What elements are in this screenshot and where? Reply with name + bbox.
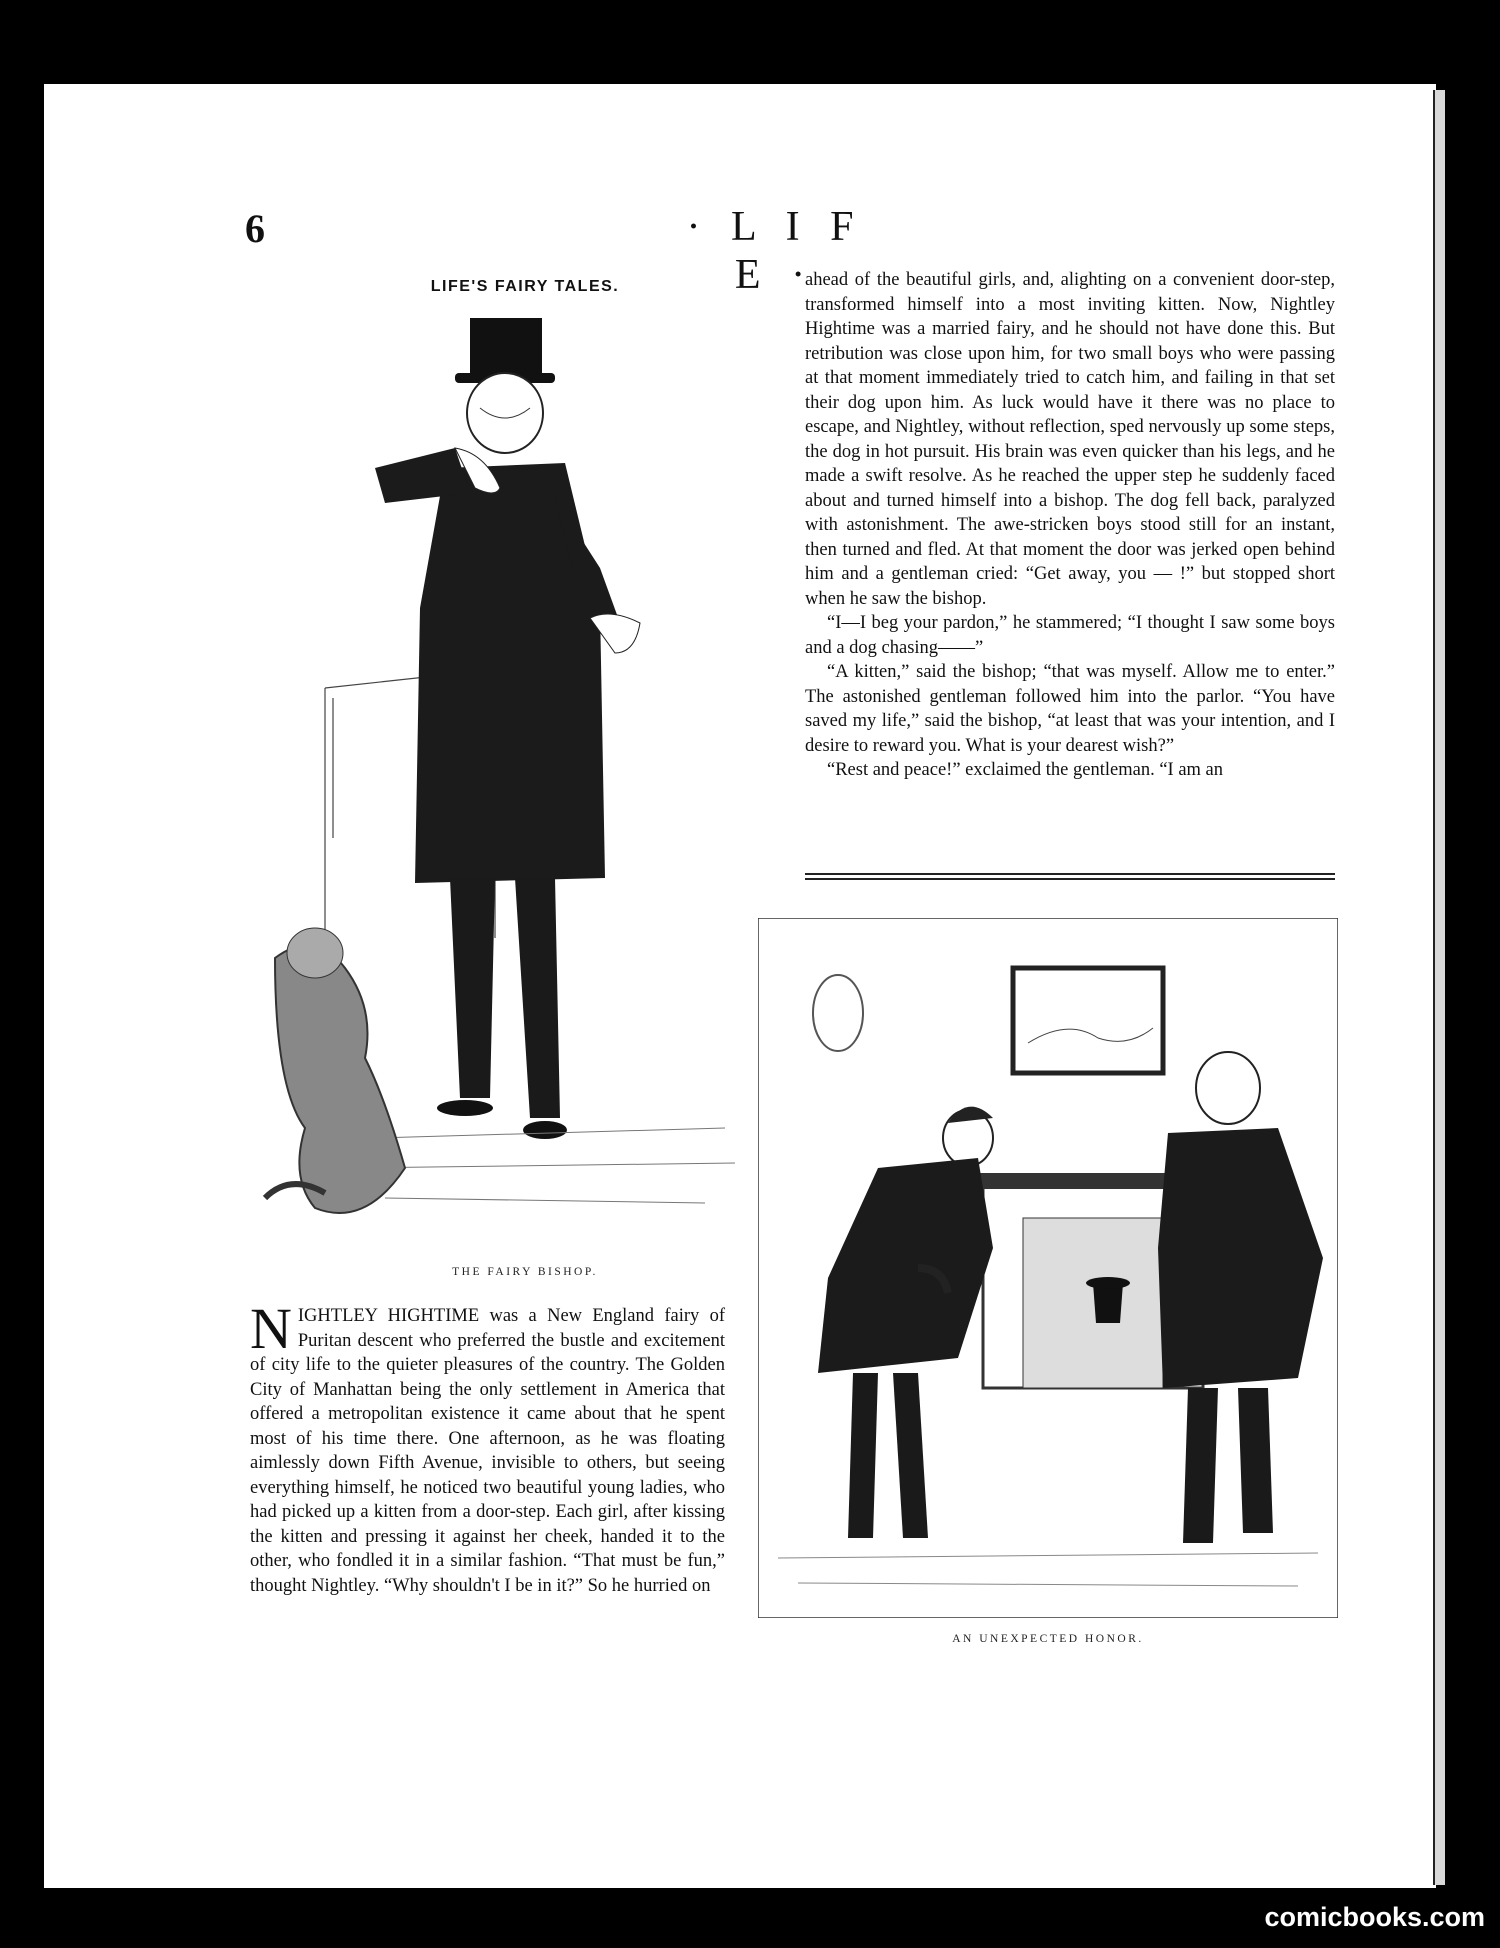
page-number: 6 <box>245 206 265 251</box>
illustration-fairy-bishop <box>255 318 795 1248</box>
drop-cap: N <box>250 1296 292 1361</box>
article-opening-paragraph <box>250 1296 725 1598</box>
article-paragraph: “I—I beg your pardon,” he stammered; “I thought I saw some boys and a dog chasing——” <box>805 613 1335 658</box>
article-right-column <box>805 268 1335 783</box>
section-divider <box>805 873 1335 880</box>
article-left-column <box>250 1296 725 1598</box>
masthead-title: · L I F E · <box>686 204 864 298</box>
opening-paragraph-text: IGHTLEY HIGHTIME was a New England fairy of Puritan descent who preferred the bustle and excitement of city life to the quieter pleasures of the country. The Golden City of Manhattan being the only settlement in America that offered a metropolitan existence it came about that he spent most of his time there. One afternoon, as he was floating aimlessly down Fifth Avenue, invisible to others, but seeing everything himself, he noticed two beautiful young ladies, who had picked up a kitten from a door-step. Each girl, after kissing the kitten and pressing it against her cheek, handed it to the other, who fondled it in a similar fashion. “That must be fun,” thought Nightley. “Why shouldn't I be in it?” So he hurried on <box>250 1306 725 1596</box>
story-title: LIFE'S FAIRY TALES. <box>430 278 620 295</box>
facing-page-edge <box>1433 90 1445 1885</box>
caption-fairy-bishop: THE FAIRY BISHOP. <box>452 1266 598 1278</box>
illustration-unexpected-honor <box>758 918 1338 1618</box>
article-paragraph: “Rest and peace!” exclaimed the gentleman. “I am an <box>827 760 1224 780</box>
article-paragraph: “A kitten,” said the bishop; “that was myself. Allow me to enter.” The astonished gentleman followed him into the parlor. “You have saved my life,” said the bishop, “at least that was your intention, and I desire to reward you. What is your dearest wish?” <box>805 662 1335 756</box>
article-paragraph: ahead of the beautiful girls, and, alighting on a convenient door-step, transformed himself into a most inviting kitten. Now, Nightley Hightime was a married fairy, and he should not have done this. But retribution was close upon him, for two small boys who were passing at that moment immediately tried to catch him, and failing in that set their dog upon him. As luck would have it there was no place to escape, and Nightley, without reflection, sped nervously up some steps, the dog in hot pursuit. His brain was even quicker than his legs, and he made a swift resolve. As he reached the upper step he suddenly faced about and turned himself into a bishop. The dog fell back, paralyzed with astonishment. The awe-stricken boys stood still for an instant, then turned and fled. At that moment the door was jerked open behind him and a gentleman cried: “Get away, you — !” but stopped short when he saw the bishop. <box>805 270 1335 609</box>
caption-unexpected-honor: AN UNEXPECTED HONOR. <box>952 1633 1144 1645</box>
site-watermark: comicbooks.com <box>1264 1902 1485 1932</box>
